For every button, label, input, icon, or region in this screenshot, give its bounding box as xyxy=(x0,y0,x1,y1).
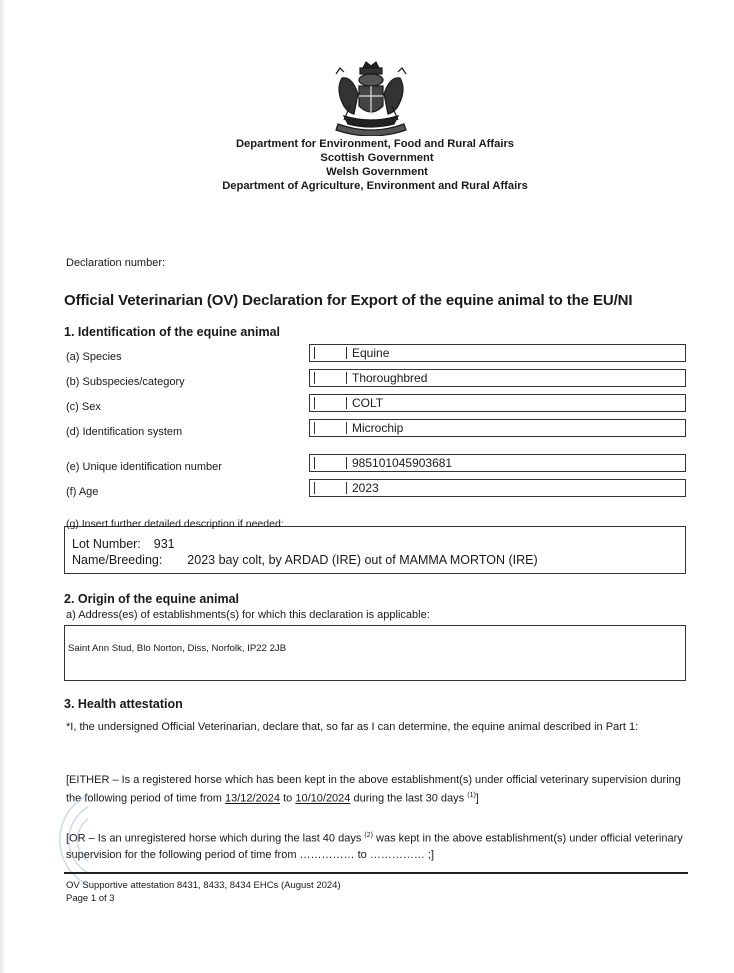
age-label: (f) Age xyxy=(66,486,99,498)
either-text-end: during the last 30 days xyxy=(353,792,465,805)
identification-system-label: (d) Identification system xyxy=(66,426,183,438)
field-divider xyxy=(314,482,315,494)
breeding-value: 2023 bay colt, by ARDAD (IRE) out of MAMMA MORTON (IRE) xyxy=(187,553,538,567)
address-value: Saint Ann Stud, Blo Norton, Diss, Norfolk, IP22 2JB xyxy=(68,643,287,654)
document-title: Official Veterinarian (OV) Declaration for Export of the equine animal to the EU/NI xyxy=(64,292,633,309)
age-field[interactable] xyxy=(309,479,686,497)
subspecies-label: (b) Subspecies/category xyxy=(66,376,185,388)
field-divider xyxy=(314,397,315,409)
description-label: (g) Insert further detailed description if needed: xyxy=(66,518,284,530)
field-divider xyxy=(314,347,315,359)
either-text: [EITHER – Is a registered horse which has been kept in the above establishment(s) under official veterinary supervision during the following period of time from xyxy=(66,774,681,805)
section-3-heading: 3. Health attestation xyxy=(64,697,183,711)
unique-id-field[interactable] xyxy=(309,454,686,472)
lot-number-label: Lot Number: xyxy=(72,537,141,551)
identification-system-value: Microchip xyxy=(352,421,404,435)
or-text: [OR – Is an unregistered horse which during the last 40 days xyxy=(66,832,362,845)
field-divider xyxy=(314,457,315,469)
footnote-1-marker: (1) xyxy=(467,792,476,799)
species-field[interactable] xyxy=(309,344,686,362)
field-divider xyxy=(314,372,315,384)
field-divider xyxy=(346,347,347,359)
field-divider xyxy=(346,482,347,494)
date-from: 13/12/2024 xyxy=(224,792,281,805)
section-2-heading: 2. Origin of the equine animal xyxy=(64,592,240,606)
subspecies-value: Thoroughbred xyxy=(352,371,428,385)
field-divider xyxy=(346,457,347,469)
date-to: 10/10/2024 xyxy=(295,792,351,805)
sex-field[interactable] xyxy=(309,394,686,412)
breeding-label: Name/Breeding: xyxy=(72,553,163,567)
department-daera: Department of Agriculture, Environment and Rural Affairs xyxy=(222,180,528,192)
department-scottish-government: Scottish Government xyxy=(320,152,434,164)
official-stamp-icon xyxy=(18,785,90,893)
lot-number-value: 931 xyxy=(153,537,175,551)
species-label: (a) Species xyxy=(66,351,122,363)
footer-reference: OV Supportive attestation 8431, 8433, 8434 EHCs (August 2024) xyxy=(66,880,341,891)
unique-id-label: (e) Unique identification number xyxy=(66,461,222,473)
species-value: Equine xyxy=(352,346,390,360)
declaration-number-label: Declaration number: xyxy=(66,257,166,269)
page-number: Page 1 of 3 xyxy=(66,893,115,904)
field-divider xyxy=(346,397,347,409)
age-value: 2023 xyxy=(352,481,379,495)
or-clause xyxy=(66,828,696,863)
sex-value: COLT xyxy=(352,396,384,410)
or-text-end: was kept in the above establishment(s) under official veterinary supervision for the following period of time from …………… to …………… ;] xyxy=(66,832,683,861)
royal-coat-of-arms-icon xyxy=(330,58,412,136)
footer-rule xyxy=(64,872,688,874)
identification-system-field[interactable] xyxy=(309,419,686,437)
page-edge-shadow xyxy=(0,0,6,973)
subspecies-field[interactable] xyxy=(309,369,686,387)
to-word: to xyxy=(283,792,293,805)
footnote-2-marker: (2) xyxy=(364,832,373,839)
breeding-line xyxy=(72,553,538,567)
unique-id-value: 985101045903681 xyxy=(352,456,453,470)
department-defra: Department for Environment, Food and Rural Affairs xyxy=(235,138,515,150)
field-divider xyxy=(314,422,315,434)
department-welsh-government: Welsh Government xyxy=(326,166,428,178)
field-divider xyxy=(346,422,347,434)
health-attestation-intro: *I, the undersigned Official Veterinarian, declare that, so far as I can determine, the equine animal described in Part 1: xyxy=(66,721,639,733)
address-label: a) Address(es) of establishments(s) for which this declaration is applicable: xyxy=(66,609,430,621)
either-clause: [EITHER – Is a registered horse which has been kept in the above establishment(s) under official veterinary supervision during the following period of time from 13/12/2024 to 10/10/2024 during the last 30 days $^{(1)}$] xyxy=(66,774,681,805)
sex-label: (c) Sex xyxy=(66,401,101,413)
field-divider xyxy=(346,372,347,384)
section-1-heading: 1. Identification of the equine animal xyxy=(64,325,280,339)
lot-number-line xyxy=(72,537,175,551)
